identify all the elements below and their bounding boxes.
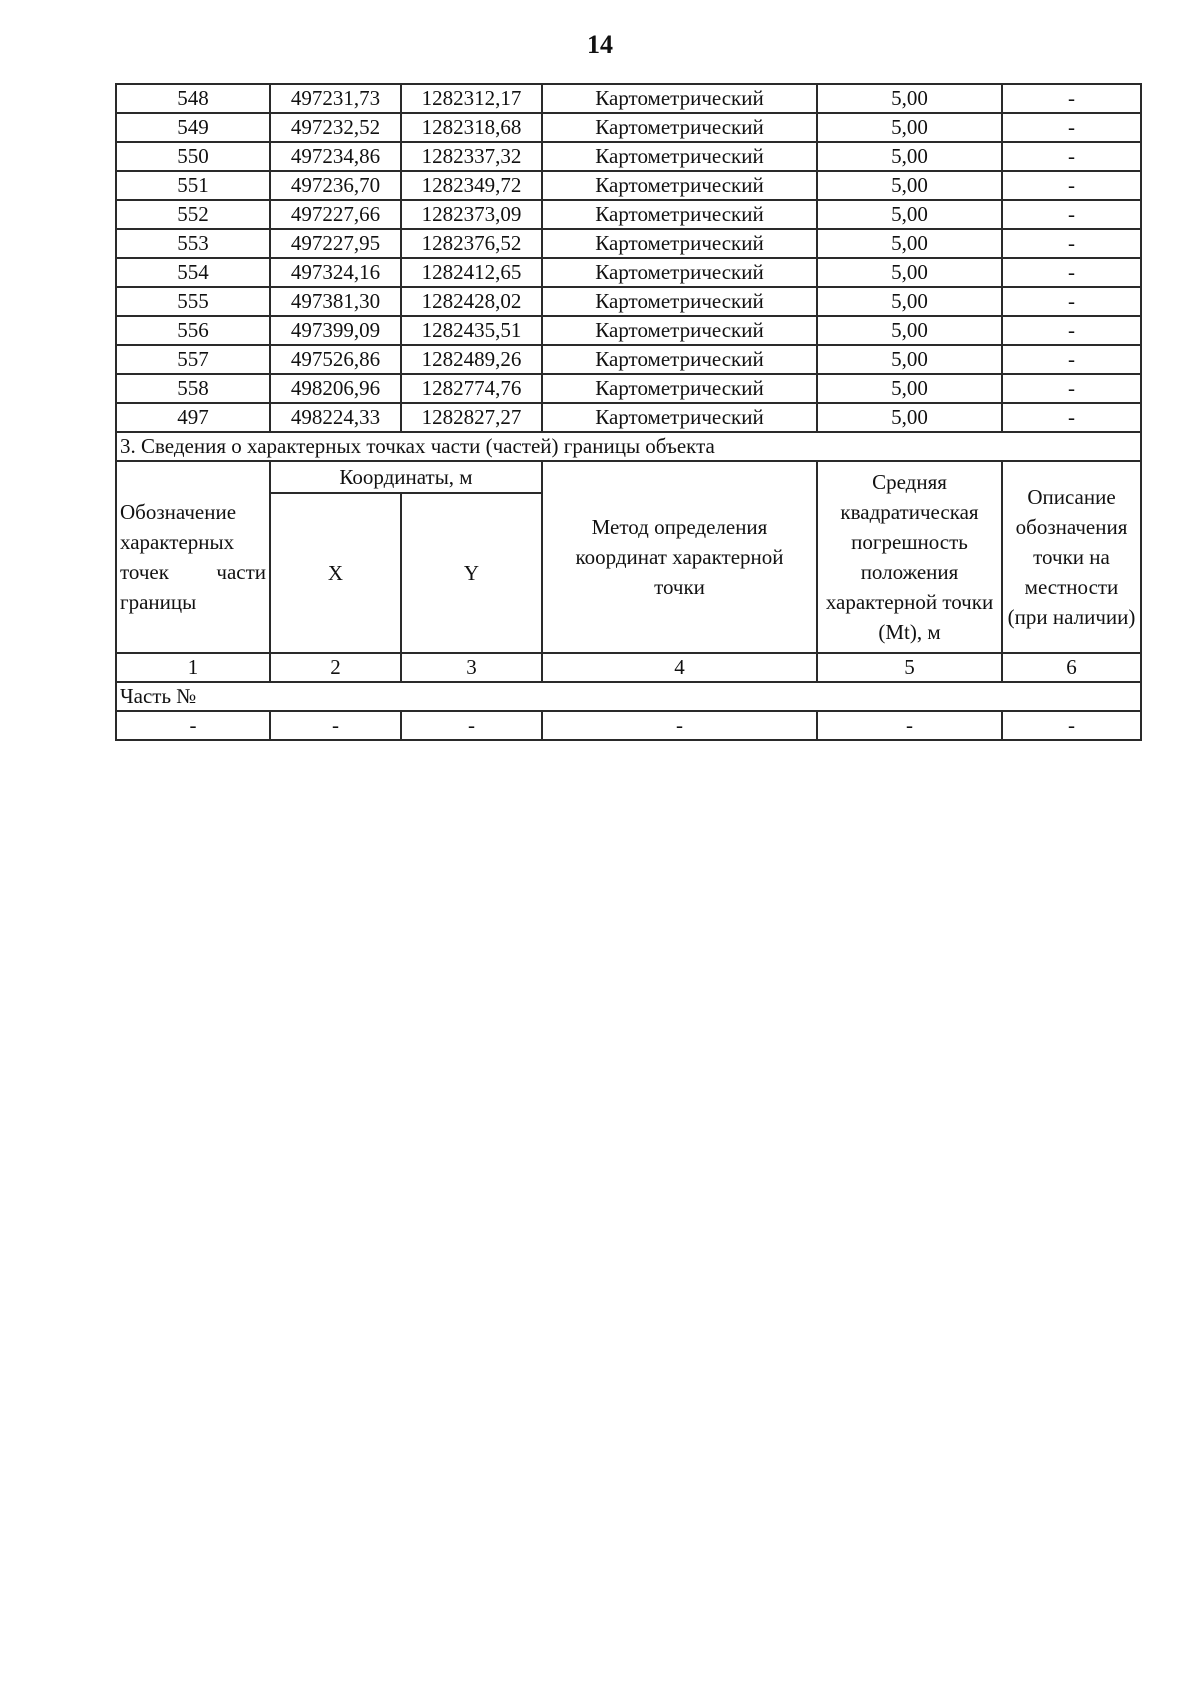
x-coordinate-cell: 497236,70 <box>270 171 401 200</box>
x-coordinate-cell: 497227,66 <box>270 200 401 229</box>
y-coordinate-cell: 1282376,52 <box>401 229 542 258</box>
description-cell: - <box>1002 84 1141 113</box>
y-coordinate-cell: 1282373,09 <box>401 200 542 229</box>
method-cell: Картометрический <box>542 403 817 432</box>
table-row <box>116 142 1141 171</box>
points-table-body <box>116 84 1141 432</box>
header-method: Метод определения координат характерной точки <box>542 461 817 653</box>
error-cell: 5,00 <box>817 200 1002 229</box>
empty-cell: - <box>542 711 817 740</box>
column-number: 5 <box>817 653 1002 682</box>
method-cell: Картометрический <box>542 84 817 113</box>
error-cell: 5,00 <box>817 113 1002 142</box>
x-coordinate-cell: 497234,86 <box>270 142 401 171</box>
table-row <box>116 316 1141 345</box>
description-cell: - <box>1002 345 1141 374</box>
column-number: 4 <box>542 653 817 682</box>
y-coordinate-cell: 1282337,32 <box>401 142 542 171</box>
description-cell: - <box>1002 142 1141 171</box>
error-cell: 5,00 <box>817 84 1002 113</box>
column-number: 2 <box>270 653 401 682</box>
x-coordinate-cell: 497399,09 <box>270 316 401 345</box>
error-cell: 5,00 <box>817 171 1002 200</box>
header-description: Описание обозначения точки на местности (при наличии) <box>1002 461 1141 653</box>
description-cell: - <box>1002 403 1141 432</box>
method-cell: Картометрический <box>542 142 817 171</box>
y-coordinate-cell: 1282489,26 <box>401 345 542 374</box>
y-coordinate-cell: 1282435,51 <box>401 316 542 345</box>
table-row <box>116 374 1141 403</box>
description-cell: - <box>1002 171 1141 200</box>
point-id-cell: 552 <box>116 200 270 229</box>
empty-cell: - <box>270 711 401 740</box>
method-cell: Картометрический <box>542 345 817 374</box>
description-cell: - <box>1002 229 1141 258</box>
error-cell: 5,00 <box>817 258 1002 287</box>
x-coordinate-cell: 497526,86 <box>270 345 401 374</box>
empty-cell: - <box>1002 711 1141 740</box>
point-id-cell: 557 <box>116 345 270 374</box>
column-numbers-row <box>116 653 1141 682</box>
part-label: Часть № <box>116 682 1141 711</box>
point-id-cell: 554 <box>116 258 270 287</box>
y-coordinate-cell: 1282428,02 <box>401 287 542 316</box>
y-coordinate-cell: 1282412,65 <box>401 258 542 287</box>
error-cell: 5,00 <box>817 403 1002 432</box>
table-row <box>116 258 1141 287</box>
coordinates-table <box>115 83 1142 741</box>
x-coordinate-cell: 498224,33 <box>270 403 401 432</box>
section3-title: 3. Сведения о характерных точках части (частей) границы объекта <box>116 432 1141 461</box>
error-cell: 5,00 <box>817 345 1002 374</box>
x-coordinate-cell: 497324,16 <box>270 258 401 287</box>
header-designation: Обозначение характерных точек части границы <box>116 461 270 653</box>
point-id-cell: 551 <box>116 171 270 200</box>
table-row <box>116 403 1141 432</box>
x-coordinate-cell: 497381,30 <box>270 287 401 316</box>
header-y: Y <box>401 493 542 653</box>
section3-body <box>116 432 1141 740</box>
table-row <box>116 287 1141 316</box>
error-cell: 5,00 <box>817 287 1002 316</box>
empty-cell: - <box>817 711 1002 740</box>
y-coordinate-cell: 1282318,68 <box>401 113 542 142</box>
y-coordinate-cell: 1282349,72 <box>401 171 542 200</box>
method-cell: Картометрический <box>542 374 817 403</box>
header-error: Средняя квадратическая погрешность положения характерной точки (Mt), м <box>817 461 1002 653</box>
empty-cell: - <box>401 711 542 740</box>
method-cell: Картометрический <box>542 229 817 258</box>
method-cell: Картометрический <box>542 316 817 345</box>
description-cell: - <box>1002 113 1141 142</box>
error-cell: 5,00 <box>817 142 1002 171</box>
point-id-cell: 497 <box>116 403 270 432</box>
description-cell: - <box>1002 258 1141 287</box>
column-number: 3 <box>401 653 542 682</box>
page-number: 14 <box>587 30 613 59</box>
header-x: X <box>270 493 401 653</box>
table-row <box>116 345 1141 374</box>
y-coordinate-cell: 1282312,17 <box>401 84 542 113</box>
table-row <box>116 84 1141 113</box>
empty-part-row <box>116 711 1141 740</box>
description-cell: - <box>1002 287 1141 316</box>
column-number: 1 <box>116 653 270 682</box>
method-cell: Картометрический <box>542 113 817 142</box>
description-cell: - <box>1002 200 1141 229</box>
point-id-cell: 548 <box>116 84 270 113</box>
column-number: 6 <box>1002 653 1141 682</box>
error-cell: 5,00 <box>817 229 1002 258</box>
point-id-cell: 556 <box>116 316 270 345</box>
x-coordinate-cell: 498206,96 <box>270 374 401 403</box>
y-coordinate-cell: 1282827,27 <box>401 403 542 432</box>
x-coordinate-cell: 497227,95 <box>270 229 401 258</box>
method-cell: Картометрический <box>542 171 817 200</box>
description-cell: - <box>1002 374 1141 403</box>
header-coordinates: Координаты, м <box>270 461 542 493</box>
y-coordinate-cell: 1282774,76 <box>401 374 542 403</box>
point-id-cell: 550 <box>116 142 270 171</box>
table-row <box>116 171 1141 200</box>
table-row <box>116 113 1141 142</box>
point-id-cell: 553 <box>116 229 270 258</box>
empty-cell: - <box>116 711 270 740</box>
method-cell: Картометрический <box>542 287 817 316</box>
error-cell: 5,00 <box>817 374 1002 403</box>
point-id-cell: 555 <box>116 287 270 316</box>
point-id-cell: 558 <box>116 374 270 403</box>
table-row <box>116 200 1141 229</box>
table-row <box>116 229 1141 258</box>
error-cell: 5,00 <box>817 316 1002 345</box>
method-cell: Картометрический <box>542 258 817 287</box>
x-coordinate-cell: 497232,52 <box>270 113 401 142</box>
description-cell: - <box>1002 316 1141 345</box>
method-cell: Картометрический <box>542 200 817 229</box>
point-id-cell: 549 <box>116 113 270 142</box>
x-coordinate-cell: 497231,73 <box>270 84 401 113</box>
